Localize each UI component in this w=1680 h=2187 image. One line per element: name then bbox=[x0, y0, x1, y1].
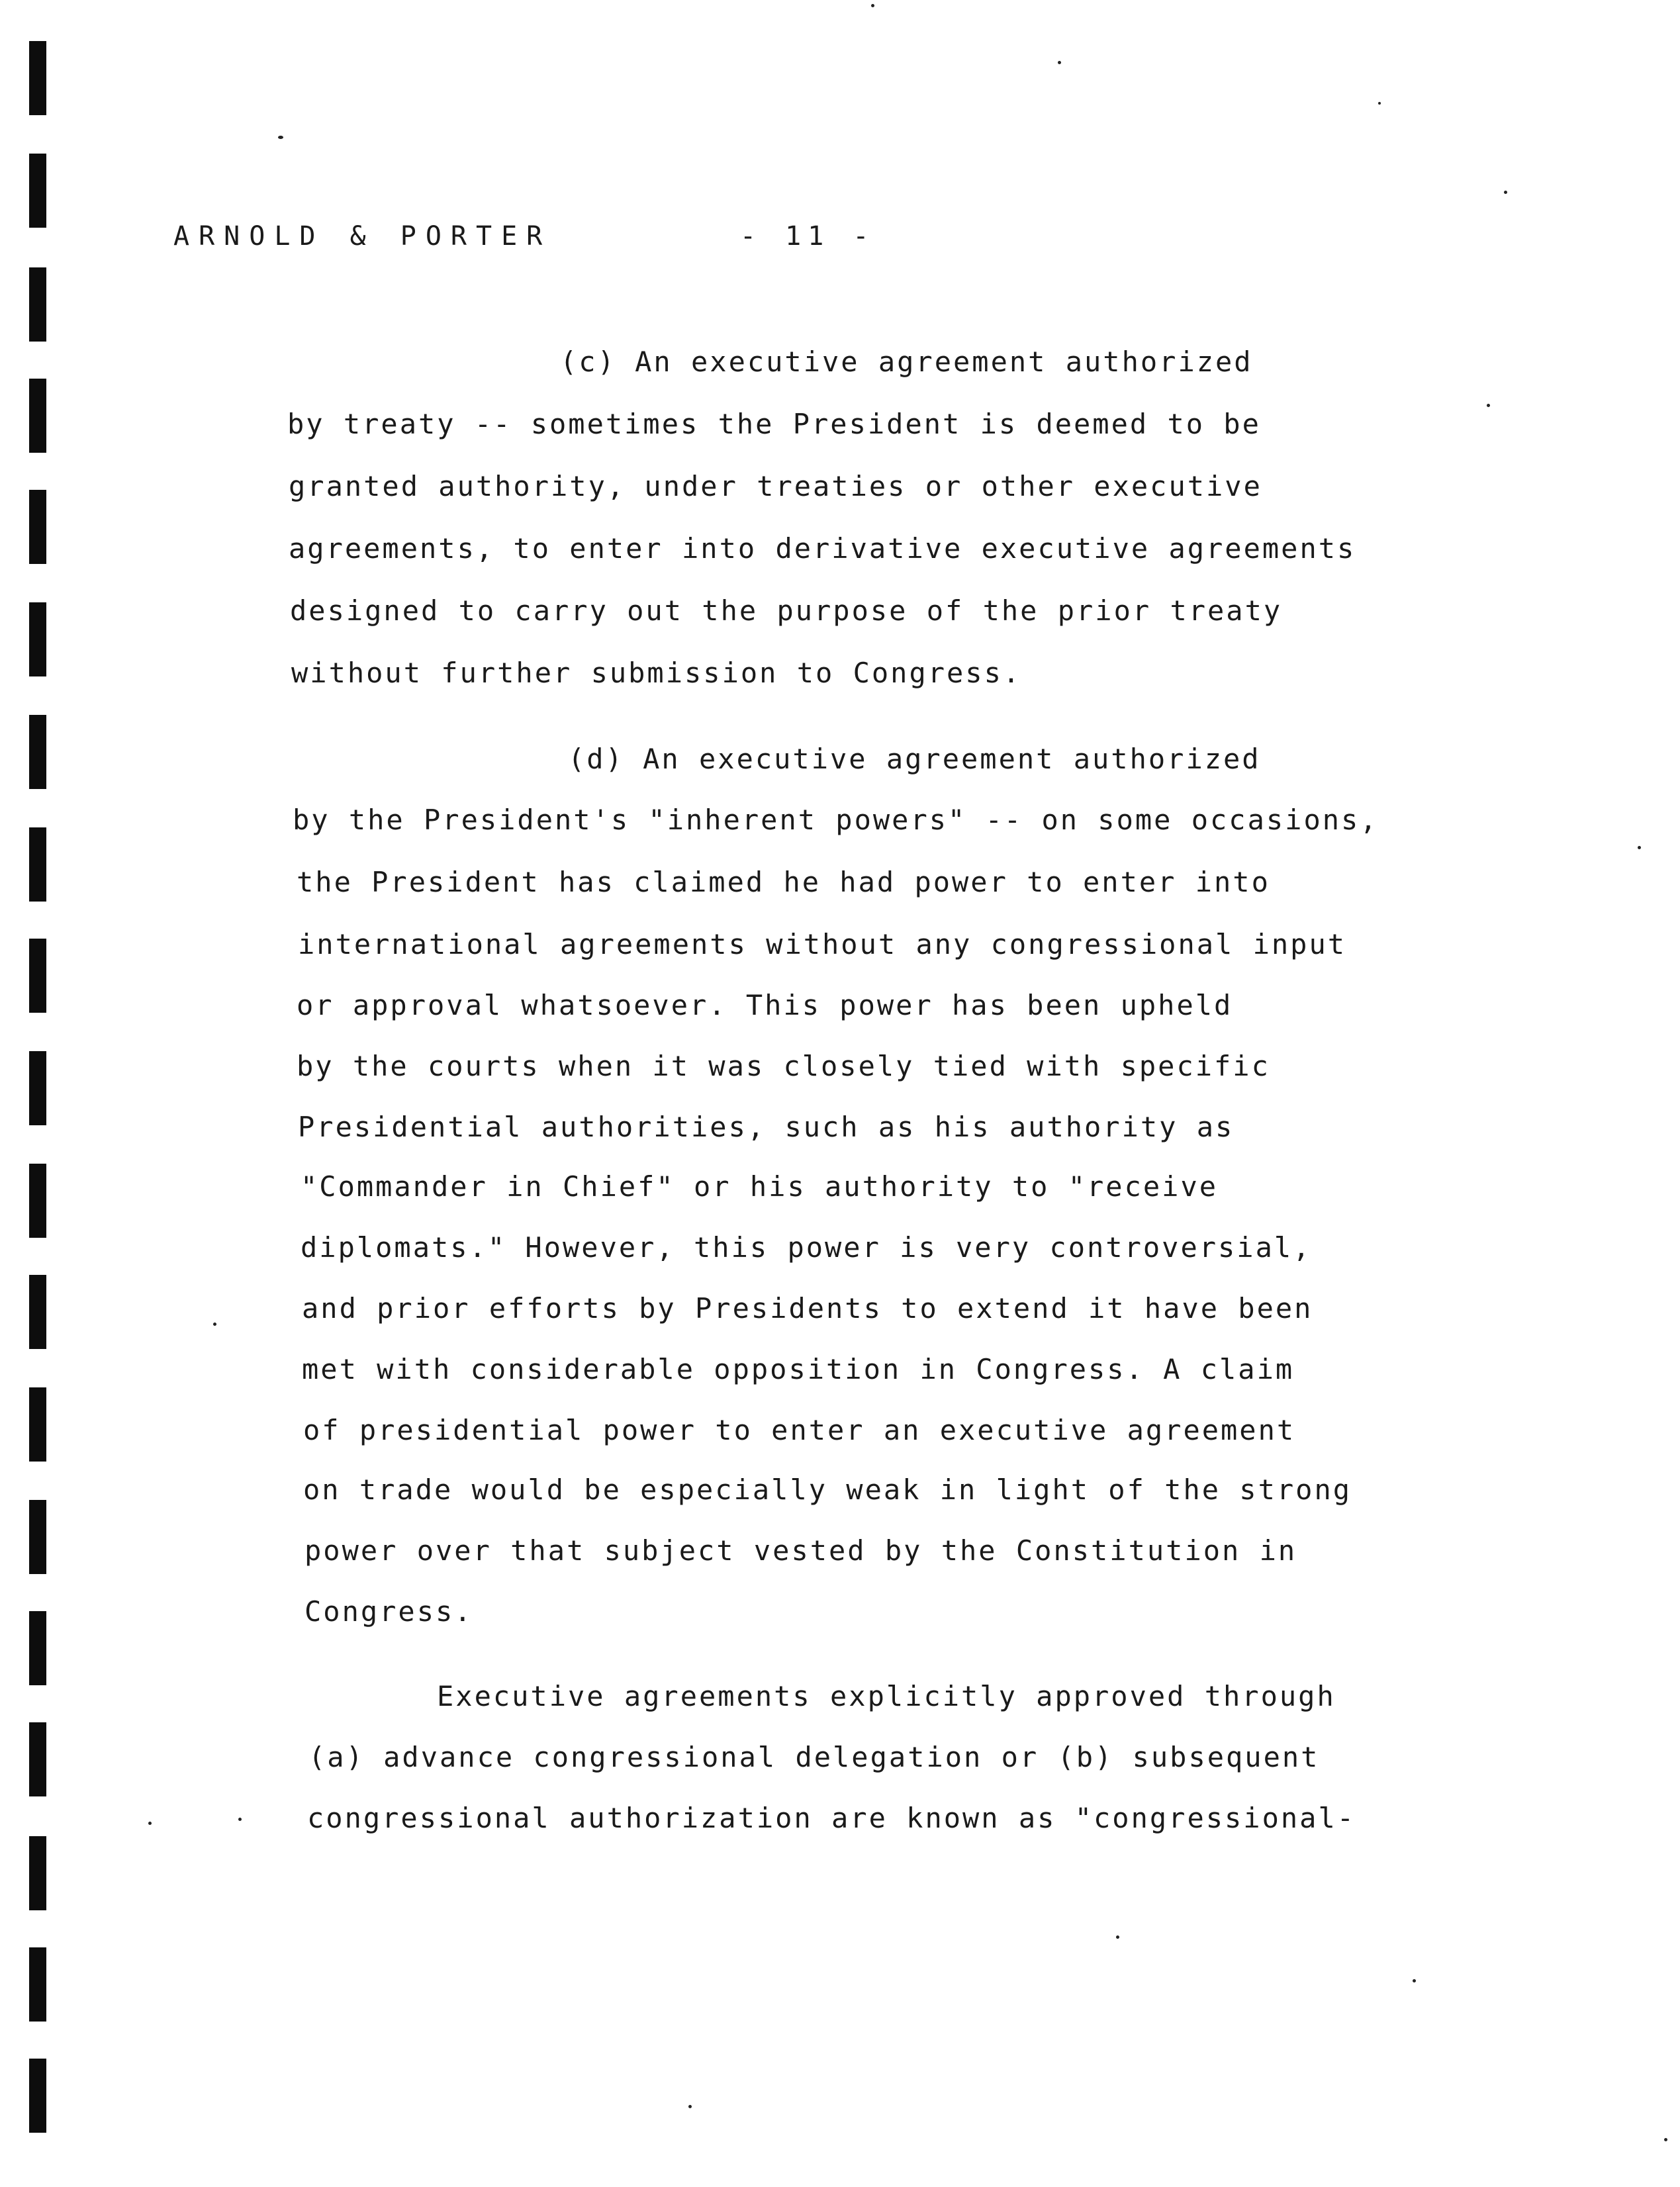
body-line: congressional authorization are known as "congressional- bbox=[307, 1802, 1356, 1834]
body-line: international agreements without any congressional input bbox=[298, 928, 1347, 960]
scan-speck bbox=[1378, 102, 1381, 105]
body-line: designed to carry out the purpose of the prior treaty bbox=[290, 594, 1283, 627]
binder-mark bbox=[29, 379, 46, 453]
body-line: the President has claimed he had power to enter into bbox=[297, 866, 1270, 898]
binder-mark bbox=[29, 1387, 46, 1462]
binder-mark bbox=[29, 827, 46, 902]
scan-speck bbox=[688, 2105, 692, 2108]
binder-mark bbox=[29, 1947, 46, 2022]
scan-speck bbox=[213, 1323, 216, 1326]
body-line: met with considerable opposition in Congress. A claim bbox=[302, 1353, 1295, 1385]
body-line: on trade would be especially weak in light of the strong bbox=[303, 1473, 1352, 1506]
scan-speck bbox=[1664, 2138, 1667, 2141]
binder-mark bbox=[29, 1275, 46, 1349]
binder-mark bbox=[29, 490, 46, 564]
scan-speck bbox=[871, 4, 874, 7]
body-line: by treaty -- sometimes the President is deemed to be bbox=[287, 408, 1261, 440]
binder-mark bbox=[29, 1164, 46, 1238]
body-line: by the President's "inherent powers" -- on some occasions, bbox=[293, 804, 1379, 836]
scan-speck bbox=[1058, 61, 1061, 64]
scan-speck bbox=[238, 1818, 242, 1821]
binder-mark bbox=[29, 715, 46, 789]
body-line: granted authority, under treaties or other executive bbox=[289, 470, 1262, 502]
body-line: without further submission to Congress. bbox=[291, 657, 1022, 689]
body-line: diplomats." However, this power is very controversial, bbox=[301, 1231, 1312, 1264]
scan-speck bbox=[1413, 1979, 1416, 1982]
body-line: by the courts when it was closely tied with specific bbox=[297, 1050, 1270, 1082]
body-line: and prior efforts by Presidents to extend it have been bbox=[302, 1292, 1313, 1325]
binder-mark bbox=[29, 1722, 46, 1796]
scan-speck bbox=[1638, 846, 1641, 849]
firm-header: ARNOLD & PORTER bbox=[173, 221, 552, 252]
binder-mark bbox=[29, 267, 46, 342]
body-line: Executive agreements explicitly approved through bbox=[437, 1680, 1336, 1712]
body-line: or approval whatsoever. This power has been upheld bbox=[297, 989, 1233, 1021]
body-line: Congress. bbox=[304, 1595, 473, 1628]
scan-speck bbox=[1504, 191, 1507, 194]
scan-speck bbox=[1487, 404, 1490, 407]
binder-mark bbox=[29, 939, 46, 1013]
page-number: - 11 - bbox=[740, 221, 876, 252]
body-line: power over that subject vested by the Constitution in bbox=[304, 1534, 1297, 1567]
binder-mark bbox=[29, 154, 46, 228]
body-line: Presidential authorities, such as his authority as bbox=[298, 1111, 1235, 1143]
binder-mark bbox=[29, 2059, 46, 2133]
body-line: "Commander in Chief" or his authority to "receive bbox=[301, 1170, 1219, 1203]
body-line: of presidential power to enter an executive agreement bbox=[303, 1414, 1296, 1446]
scan-speck bbox=[148, 1822, 152, 1825]
body-line: agreements, to enter into derivative executive agreements bbox=[289, 532, 1356, 565]
body-line: (d) An executive agreement authorized bbox=[568, 743, 1261, 775]
binder-mark bbox=[29, 1836, 46, 1910]
body-line: (a) advance congressional delegation or (b) subsequent bbox=[308, 1741, 1320, 1773]
binder-mark bbox=[29, 1611, 46, 1685]
binder-mark bbox=[29, 1051, 46, 1125]
scan-speck bbox=[1116, 1935, 1119, 1939]
binder-mark bbox=[29, 602, 46, 676]
binder-mark bbox=[29, 41, 46, 115]
body-line: (c) An executive agreement authorized bbox=[560, 346, 1253, 378]
binder-mark bbox=[29, 1500, 46, 1574]
scan-speck bbox=[278, 136, 283, 139]
